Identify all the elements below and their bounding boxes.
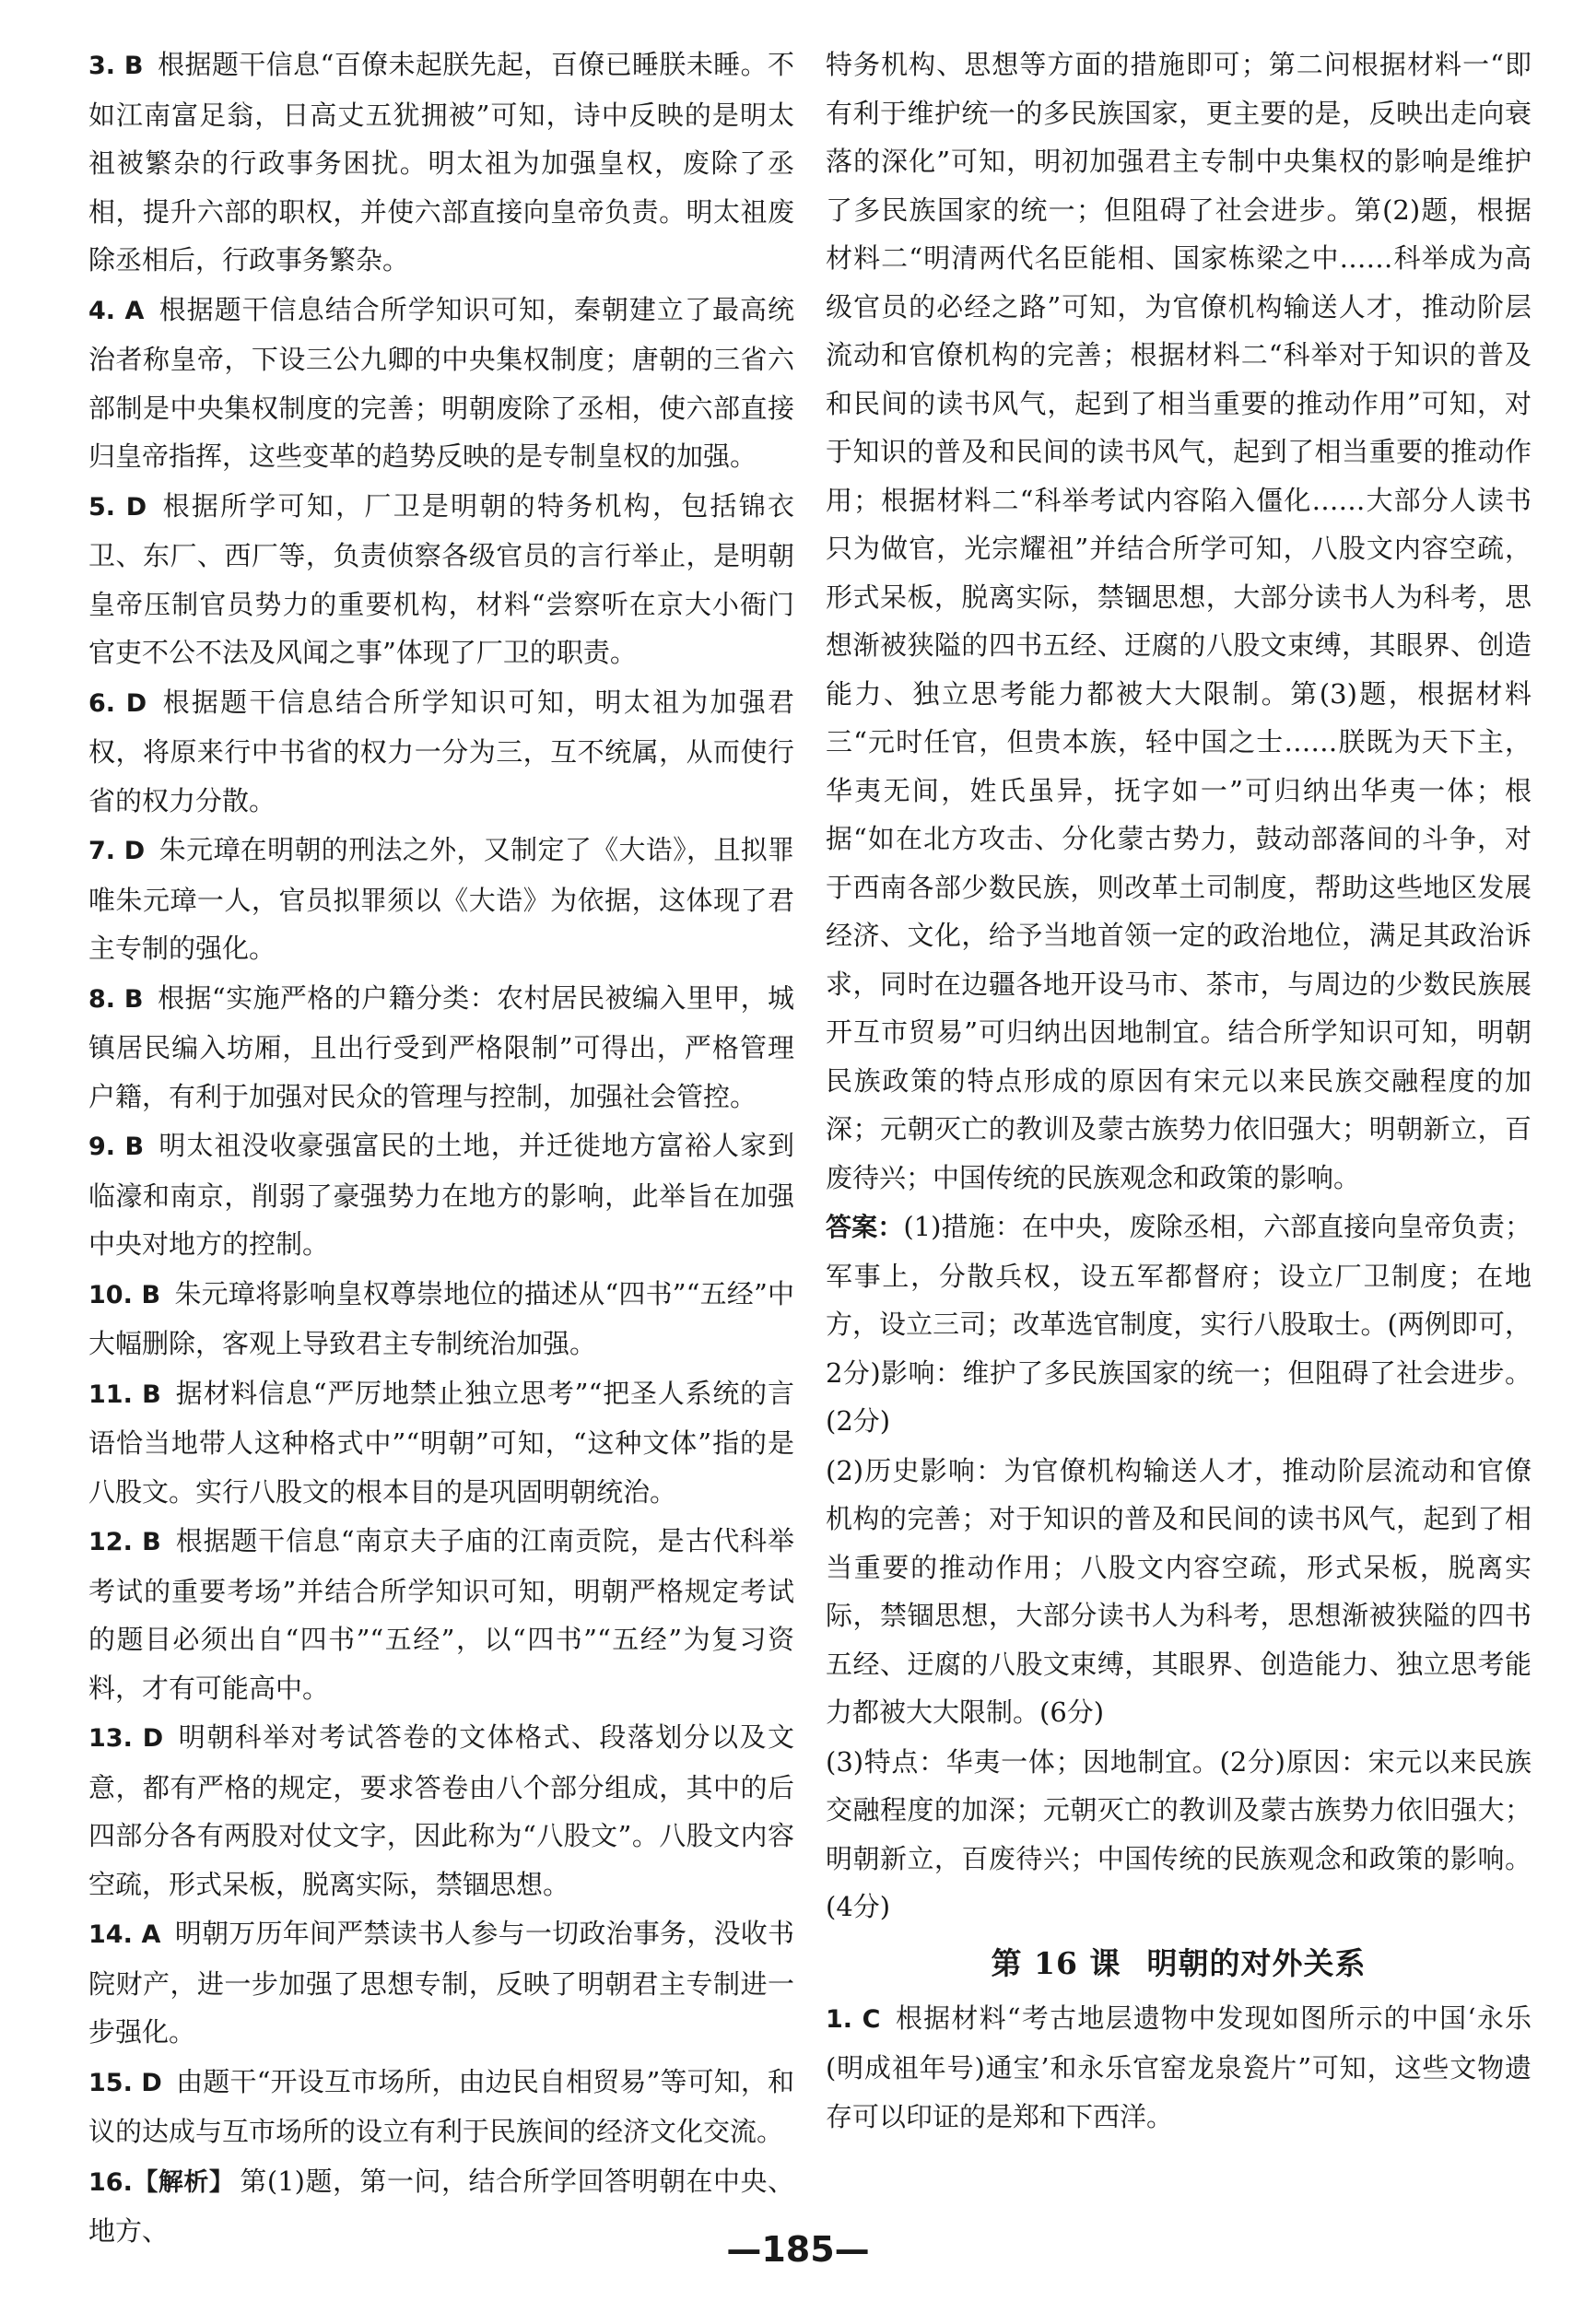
answer-item-11: 11. B 据材料信息“严厉地禁止独立思考”“把圣人系统的言语恰当地带人这种格式中”“明朝”可知，“这种文体”指的是八股文。实行八股文的根本目的是巩固明朝统治。 — [88, 1377, 794, 1508]
answer-item-7: 7. D 朱元璋在明朝的刑法之外，又制定了《大诰》，且拟罪唯朱元璋一人，官员拟罪须以《大诰》为依据，这体现了君主专制的强化。 — [88, 834, 795, 964]
answer-label: 答案： — [826, 1212, 904, 1242]
answer-item-9: 9. B 明太祖没收豪强富民的土地，并迁徙地方富裕人家到临濠和南京，削弱了豪强势力在地方的影响，此举旨在加强中央对地方的控制。 — [88, 1130, 794, 1260]
answer-item-4: 4. A 根据题干信息结合所学知识可知，秦朝建立了最高统治者称皇帝，下设三公九卿的中央集权制度；唐朝的三省六部制是中央集权制度的完善；明朝废除了丞相，使六部直接归皇帝指挥，这些变革的趋势反映的是专制皇权的加强。 — [88, 293, 794, 472]
right-column — [826, 41, 1531, 2142]
answer-block-2: (2)历史影响：为官僚机构输送人才，推动阶层流动和官僚机构的完善；对于知识的普及和民间的读书风气，起到了相当重要的推动作用；八股文内容空疏，形式呆板，脱离实际，禁锢思想，大部分读书人为科考，思想渐被狭隘的四书五经、迂腐的八股文束缚，其眼界、创造能力、独立思考能力都被大大限制。(6分) — [826, 1454, 1531, 1728]
page-number: —185— — [726, 2229, 870, 2270]
answer-item-8: 8. B 根据“实施严格的户籍分类：农村居民被编入里甲，城镇居民编入坊厢，且出行受到严格限制”可得出，严格管理户籍，有利于加强对民众的管理与控制，加强社会管控。 — [88, 981, 795, 1112]
answer-block-1: 答案：(1)措施：在中央，废除丞相，六部直接向皇帝负责；军事上，分散兵权，设五军都督府；设立厂卫制度；在地方，设立三司；改革选官制度，实行八股取士。(两例即可，2分)影响：维护了多民族国家的统一；但阻碍了社会进步。(2分) — [826, 1211, 1531, 1437]
left-column — [88, 41, 794, 2257]
answer-item-12: 12. B 根据题干信息“南京夫子庙的江南贡院，是古代科举考试的重要考场”并结合所学知识可知，明朝严格规定考试的题目必须出自“四书”“五经”，以“四书”“五经”为复习资料，才有可能高中。 — [88, 1525, 795, 1704]
answer-item-16: 16.【解析】 第(1)题，第一问，结合所学回答明朝在中央、地方、 — [88, 2165, 794, 2247]
answer-item-6: 6. D 根据题干信息结合所学知识可知，明太祖为加强君权，将原来行中书省的权力一分为三，互不统属，从而使行省的权力分散。 — [88, 686, 794, 816]
answer-item-15: 15. D 由题干“开设互市场所，由边民自相贸易”等可知，和议的达成与互市场所的设立有利于民族间的经济文化交流。 — [88, 2065, 795, 2147]
answer-item-13: 13. D 明朝科举对考试答卷的文体格式、段落划分以及文意，都有严格的规定，要求答卷由八个部分组成，其中的后四部分各有两股对仗文字，因此称为“八股文”。八股文内容空疏，形式呆板，脱离实际，禁锢思想。 — [88, 1721, 794, 1900]
answer-block-3: (3)特点：华夷一体；因地制宜。(2分)原因：宋元以来民族交融程度的加深；元朝灭亡的教训及蒙古族势力依旧强大；明朝新立，百废待兴；中国传统的民族观念和政策的影响。(4分) — [826, 1745, 1531, 1922]
lesson-answer-item-1: 1. C 根据材料“考古地层遗物中发现如图所示的中国‘永乐(明成祖年号)通宝’和永乐官窑龙泉瓷片”可知，这些文物遗存可以印证的是郑和下西洋。 — [826, 2002, 1531, 2132]
lesson-heading: 第 16 课 明朝的对外关系 — [991, 1944, 1367, 1981]
answer-item-10: 10. B 朱元璋将影响皇权尊崇地位的描述从“四书”“五经”中大幅删除，客观上导致君主专制统治加强。 — [88, 1277, 794, 1359]
answer-item-3: 3. B 根据题干信息“百僚未起朕先起，百僚已睡朕未睡。不如江南富足翁，日高丈五犹拥被”可知，诗中反映的是明太祖被繁杂的行政事务困扰。明太祖为加强皇权，废除了丞相，提升六部的职权，并使六部直接向皇帝负责。明太祖废除丞相后，行政事务繁杂。 — [88, 49, 795, 276]
answer-item-14: 14. A 明朝万历年间严禁读书人参与一切政治事务，没收书院财产，进一步加强了思想专制，反映了明朝君主专制进一步强化。 — [88, 1918, 794, 2048]
analysis-continued: 特务机构、思想等方面的措施即可；第二问根据材料一“即有利于维护统一的多民族国家，更主要的是，反映出走向衰落的深化”可知，明初加强君主专制中央集权的影响是维护了多民族国家的统一；但阻碍了社会进步。第(2)题，根据材料二“明清两代名臣能相、国家栋梁之中……科举成为高级官员的必经之路”可知，为官僚机构输送人才，推动阶层流动和官僚机构的完善；根据材料二“科举对于知识的普及和民间的读书风气，起到了相当重要的推动作用”可知，对于知识的普及和民间的读书风气，起到了相当重要的推动作用；根据材料二“科举考试内容陷入僵化……大部分人读书只为做官，光宗耀祖”并结合所学可知，八股文内容空疏，形式呆板，脱离实际，禁锢思想，大部分读书人为科考，思想渐被狭隘的四书五经、迂腐的八股文束缚，其眼界、创造能力、独立思考能力都被大大限制。第(3)题，根据材料三“元时任官，但贵本族，轻中国之士……朕既为天下主，华夷无间，姓氏虽异，抚字如一”可归纳出华夷一体；根据“如在北方攻击、分化蒙古势力，鼓动部落间的斗争，对于西南各部少数民族，则改革土司制度，帮助这些地区发展经济、文化，给予当地首领一定的政治地位，满足其政治诉求，同时在边疆各地开设马市、茶市，与周边的少数民族展开互市贸易”可归纳出因地制宜。结合所学知识可知，明朝民族政策的特点形成的原因有宋元以来民族交融程度的加深；元朝灭亡的教训及蒙古族势力依旧强大；明朝新立，百废待兴；中国传统的民族观念和政策的影响。 — [826, 49, 1531, 1193]
answer-item-5: 5. D 根据所学可知，厂卫是明朝的特务机构，包括锦衣卫、东厂、西厂等，负责侦察各级官员的言行举止，是明朝皇帝压制官员势力的重要机构，材料“尝察听在京大小衙门官吏不公不法及风闻之事”体现了厂卫的职责。 — [88, 489, 794, 668]
